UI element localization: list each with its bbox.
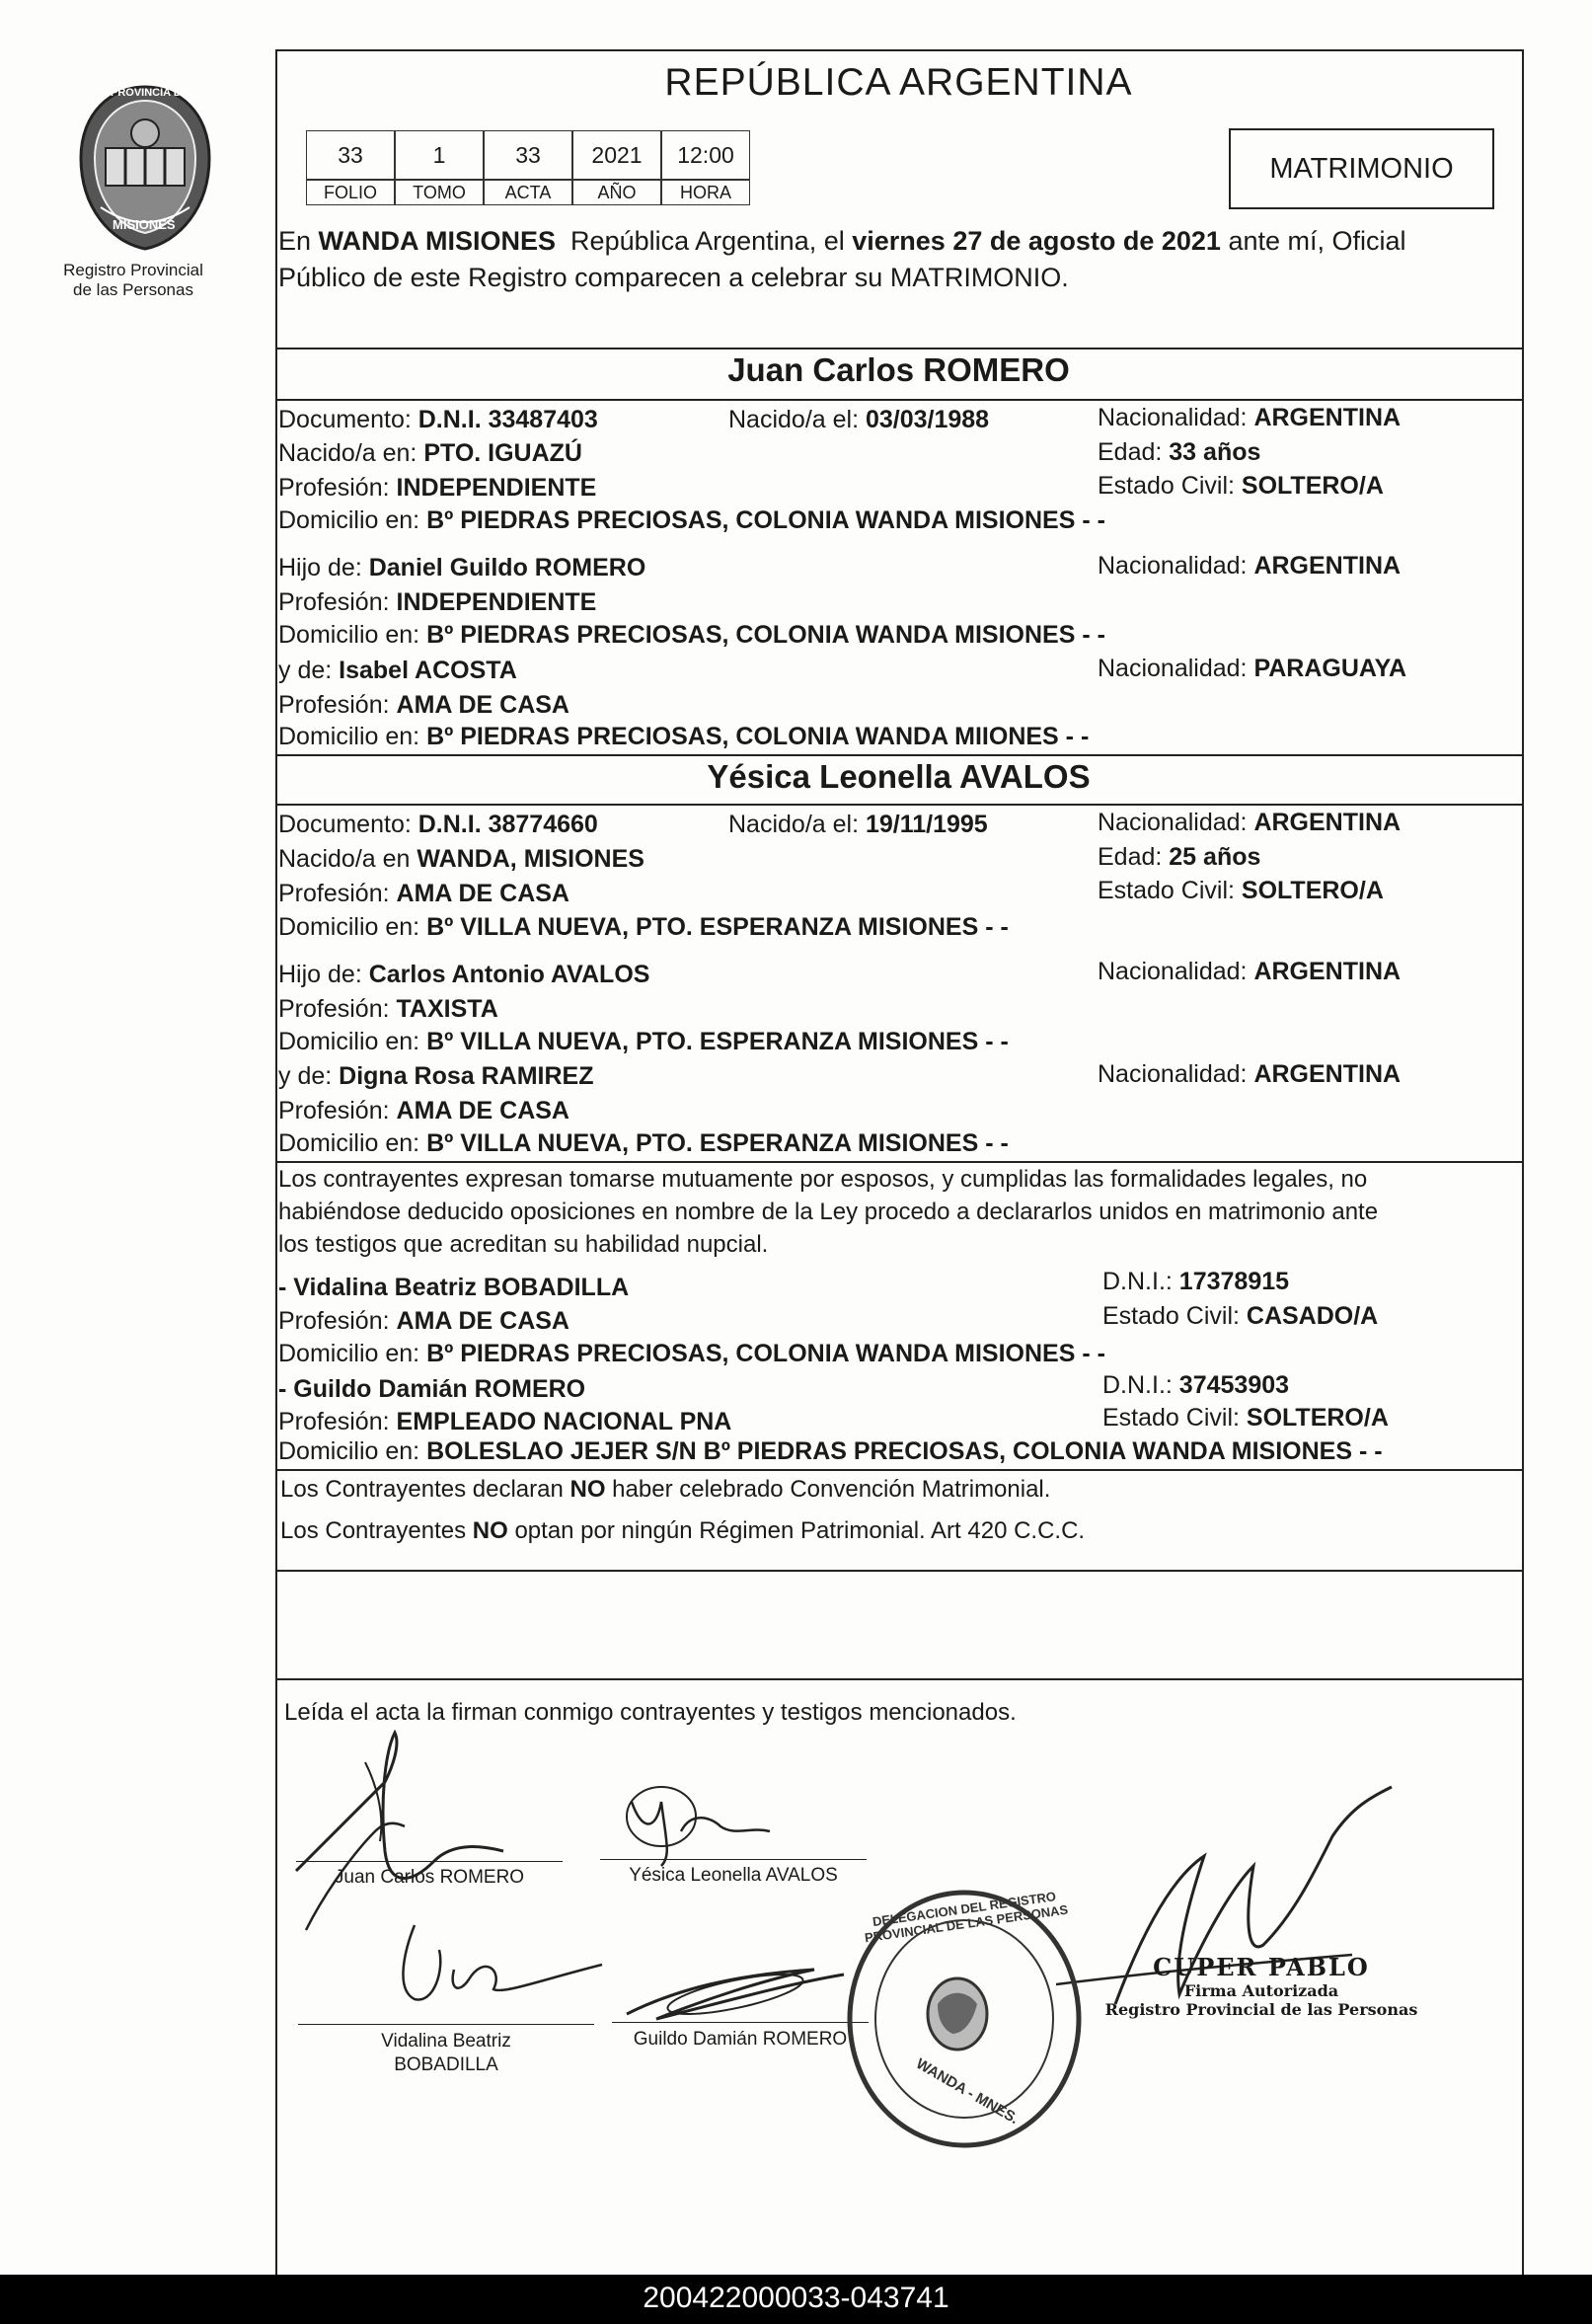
- witness-2-name: - Guildo Damián ROMERO: [278, 1375, 586, 1403]
- no-emphasis: NO: [472, 1517, 508, 1544]
- value: AMA DE CASA: [396, 1097, 569, 1124]
- label: Domicilio en:: [278, 1028, 427, 1055]
- groom-mother-profession: [278, 690, 569, 720]
- value: AMA DE CASA: [396, 880, 569, 907]
- signature-label-groom: Juan Carlos ROMERO: [334, 1867, 525, 1888]
- value: WANDA, MISIONES: [417, 845, 644, 873]
- value: ARGENTINA: [1253, 958, 1402, 985]
- groom-profession: [278, 473, 596, 503]
- value: ARGENTINA: [1253, 404, 1402, 431]
- value: SOLTERO/A: [1241, 472, 1384, 500]
- label: y de:: [278, 1062, 340, 1090]
- groom-civil-status: [1098, 471, 1384, 501]
- registry-label-line1: Registro Provincial: [63, 261, 203, 279]
- round-seal-ring-text: DELEGACION DEL REGISTRO PROVINCIAL DE LAS PERSONAS: [864, 1889, 1069, 1946]
- value: Digna Rosa RAMIREZ: [339, 1062, 594, 1090]
- value: ARGENTINA: [1253, 809, 1402, 836]
- witness-2-profession: [278, 1407, 731, 1436]
- official-registry: Registro Provincial de las Personas: [1104, 2000, 1418, 2019]
- value: ARGENTINA: [1253, 552, 1402, 580]
- bride-mother-nationality: [1098, 1059, 1401, 1089]
- groom-mother: [278, 656, 517, 685]
- year-label: AÑO: [572, 180, 661, 205]
- footer-code: 200422000033-043741: [643, 2282, 949, 2314]
- witness-1-profession: [278, 1306, 569, 1336]
- label: D.N.I.:: [1102, 1268, 1179, 1295]
- label: Nacionalidad:: [1098, 655, 1254, 682]
- label: Documento:: [278, 811, 418, 838]
- bride-mother-profession: [278, 1096, 569, 1125]
- seal-text-top: PROVINCIA DE: [111, 87, 190, 99]
- value: EMPLEADO NACIONAL PNA: [396, 1408, 732, 1435]
- bride-document: [278, 810, 598, 839]
- bride-nationality: [1098, 808, 1401, 837]
- label: Profesión:: [278, 588, 397, 616]
- label: D.N.I.:: [1102, 1371, 1179, 1399]
- value: Bº PIEDRAS PRECIOSAS, COLONIA WANDA MISIONES - -: [426, 1340, 1105, 1367]
- value: D.N.I. 38774660: [417, 811, 598, 838]
- value: Bº PIEDRAS PRECIOSAS, COLONIA WANDA MISIONES - -: [426, 506, 1105, 534]
- intro-text-3: ante mí, Oficial: [1220, 226, 1406, 256]
- bride-birth-place: [278, 844, 644, 874]
- value: Bº VILLA NUEVA, PTO. ESPERANZA MISIONES - -: [426, 1028, 1009, 1055]
- label: Nacido/a el:: [728, 811, 866, 838]
- witness-1-dni: [1102, 1267, 1289, 1296]
- intro-date: viernes 27 de agosto de 2021: [852, 226, 1221, 256]
- declaration-line-3: los testigos que acreditan su habilidad nupcial.: [278, 1231, 769, 1258]
- label: Nacionalidad:: [1098, 552, 1254, 580]
- groom-name: Juan Carlos ROMERO: [727, 351, 1070, 388]
- label: Domicilio en:: [278, 723, 427, 750]
- value: Bº PIEDRAS PRECIOSAS, COLONIA WANDA MISIONES - -: [426, 621, 1105, 649]
- label: Domicilio en:: [278, 506, 427, 534]
- label: Estado Civil:: [1102, 1302, 1247, 1330]
- acta-value: 33: [484, 130, 572, 180]
- label: Profesión:: [278, 1408, 397, 1435]
- divider: [275, 1678, 1522, 1680]
- declaration-line-2: habiéndose deducido oposiciones en nombre de la Ley procedo a declararlos unidos en matrimonio ante: [278, 1199, 1379, 1225]
- declaration-line-1: Los contrayentes expresan tomarse mutuamente por esposos, y cumplidas las formalidades legales, no: [278, 1166, 1368, 1193]
- value: PARAGUAYA: [1253, 655, 1407, 682]
- value: INDEPENDIENTE: [396, 474, 597, 502]
- groom-birth-date: [728, 405, 989, 434]
- bride-age: [1098, 842, 1260, 872]
- bride-birth-date: [728, 810, 988, 839]
- groom-mother-nationality: [1098, 654, 1406, 683]
- label: Domicilio en:: [278, 1437, 427, 1465]
- intro-line-1: [278, 226, 1406, 256]
- signature-label-bride: Yésica Leonella AVALOS: [629, 1865, 838, 1886]
- country-title: REPÚBLICA ARGENTINA: [664, 61, 1133, 104]
- registry-label: [20, 261, 247, 300]
- label: Hijo de:: [278, 554, 369, 581]
- intro-text-2: República Argentina, el: [556, 226, 853, 256]
- label: Profesión:: [278, 1097, 397, 1124]
- bride-name: Yésica Leonella AVALOS: [707, 758, 1091, 795]
- acta-label: ACTA: [484, 180, 572, 205]
- signature-witness-2: [617, 1960, 864, 2029]
- value: 19/11/1995: [865, 811, 988, 838]
- witness-2-civil-status: [1102, 1403, 1389, 1433]
- signature-bride: [612, 1772, 809, 1871]
- act-type-box: MATRIMONIO: [1229, 128, 1494, 209]
- value: SOLTERO/A: [1241, 877, 1384, 904]
- groom-birth-place: [278, 438, 582, 468]
- value: Daniel Guildo ROMERO: [368, 554, 646, 581]
- value: SOLTERO/A: [1246, 1404, 1389, 1432]
- text: Los Contrayentes: [280, 1517, 473, 1544]
- value: ARGENTINA: [1253, 1060, 1402, 1088]
- groom-document: [278, 405, 598, 434]
- divider: [275, 399, 1522, 401]
- label: Edad:: [1098, 843, 1170, 871]
- bride-father-domicile: [278, 1027, 1009, 1056]
- signature-label-witness-1-b: BOBADILLA: [394, 2054, 498, 2075]
- divider: [275, 348, 1522, 349]
- bride-father: [278, 960, 649, 989]
- value: AMA DE CASA: [396, 1307, 569, 1335]
- value: INDEPENDIENTE: [396, 588, 597, 616]
- signature-witness-1: [345, 1910, 622, 2019]
- label: Domicilio en:: [278, 1129, 427, 1157]
- groom-age: [1098, 437, 1260, 467]
- closing-text: Leída el acta la firman conmigo contrayentes y testigos mencionados.: [284, 1699, 1017, 1726]
- witness-1-domicile: [278, 1339, 1105, 1368]
- intro-text-1: En: [278, 226, 319, 256]
- hour-label: HORA: [661, 180, 750, 205]
- value: 17378915: [1178, 1268, 1290, 1295]
- label: Estado Civil:: [1098, 877, 1242, 904]
- label: Domicilio en:: [278, 621, 427, 649]
- bride-father-nationality: [1098, 957, 1401, 986]
- convention-line-2: [280, 1516, 1085, 1546]
- signature-label-witness-2: Guildo Damián ROMERO: [633, 2029, 848, 2050]
- text: optan por ningún Régimen Patrimonial. Art 420 C.C.C.: [507, 1517, 1086, 1544]
- label: Domicilio en:: [278, 1340, 427, 1367]
- seal-text-bottom: MISIONES: [113, 217, 176, 232]
- groom-nationality: [1098, 403, 1401, 432]
- groom-father: [278, 553, 645, 582]
- divider: [275, 754, 1522, 756]
- label: Estado Civil:: [1102, 1404, 1247, 1432]
- label: Profesión:: [278, 1307, 397, 1335]
- witness-2-dni: [1102, 1370, 1289, 1400]
- convention-line-1: [280, 1475, 1050, 1505]
- official-stamp: [1099, 1953, 1424, 2019]
- bride-father-profession: [278, 994, 498, 1024]
- value: AMA DE CASA: [396, 691, 569, 719]
- label: Nacido/a en:: [278, 439, 424, 467]
- bride-domicile: [278, 912, 1009, 942]
- divider: [275, 1570, 1522, 1572]
- groom-father-profession: [278, 587, 596, 617]
- bride-civil-status: [1098, 876, 1384, 905]
- intro-line-2: Público de este Registro comparecen a celebrar su MATRIMONIO.: [278, 263, 1069, 292]
- bride-mother: [278, 1061, 594, 1091]
- label: Nacionalidad:: [1098, 809, 1254, 836]
- value: PTO. IGUAZÚ: [423, 439, 582, 467]
- record-table: [306, 130, 770, 209]
- label: Profesión:: [278, 995, 397, 1023]
- label: Profesión:: [278, 691, 397, 719]
- official-name: CUPER PABLO: [1153, 1953, 1370, 1981]
- round-seal-center-text: WANDA - MNES.: [913, 2054, 1022, 2129]
- label: Nacionalidad:: [1098, 958, 1254, 985]
- value: Carlos Antonio AVALOS: [368, 961, 650, 988]
- label: Estado Civil:: [1098, 472, 1242, 500]
- no-emphasis: NO: [569, 1476, 606, 1503]
- label: y de:: [278, 657, 340, 684]
- value: Bº PIEDRAS PRECIOSAS, COLONIA WANDA MIIONES - -: [426, 723, 1090, 750]
- value: 33 años: [1169, 438, 1261, 466]
- tomo-value: 1: [395, 130, 484, 180]
- label: Domicilio en:: [278, 913, 427, 941]
- bride-profession: [278, 879, 569, 908]
- value: CASADO/A: [1246, 1302, 1379, 1330]
- groom-father-nationality: [1098, 551, 1401, 581]
- label: Edad:: [1098, 438, 1170, 466]
- year-value: 2021: [572, 130, 661, 180]
- label: Nacido/a en: [278, 845, 417, 873]
- label: Profesión:: [278, 880, 397, 907]
- official-title: Firma Autorizada: [1183, 1981, 1339, 2000]
- signature-label-witness-1-a: Vidalina Beatriz: [381, 2031, 511, 2052]
- folio-value: 33: [306, 130, 395, 180]
- signature-line-witness-1: [298, 2024, 594, 2025]
- divider: [275, 1469, 1522, 1471]
- value: 03/03/1988: [865, 406, 990, 433]
- label: Nacionalidad:: [1098, 1060, 1254, 1088]
- divider: [275, 804, 1522, 806]
- value: BOLESLAO JEJER S/N Bº PIEDRAS PRECIOSAS, COLONIA WANDA MISIONES - -: [426, 1437, 1383, 1465]
- value: TAXISTA: [396, 995, 498, 1023]
- label: Nacionalidad:: [1098, 404, 1254, 431]
- witness-2-domicile: [278, 1436, 1383, 1466]
- witness-1-civil-status: [1102, 1301, 1378, 1331]
- divider: [275, 1161, 1522, 1163]
- bride-mother-domicile: [278, 1128, 1009, 1158]
- value: D.N.I. 33487403: [417, 406, 598, 433]
- witness-1-name: - Vidalina Beatriz BOBADILLA: [278, 1274, 630, 1301]
- label: Nacido/a el:: [728, 406, 866, 433]
- groom-mother-domicile: [278, 722, 1089, 751]
- province-seal-logo: [71, 79, 219, 257]
- intro-place: WANDA MISIONES: [318, 226, 557, 256]
- label: Hijo de:: [278, 961, 369, 988]
- groom-domicile: [278, 505, 1105, 535]
- text: Los Contrayentes declaran: [280, 1476, 570, 1503]
- label: Profesión:: [278, 474, 397, 502]
- value: Bº VILLA NUEVA, PTO. ESPERANZA MISIONES - -: [426, 1129, 1009, 1157]
- text: haber celebrado Convención Matrimonial.: [605, 1476, 1051, 1503]
- groom-father-domicile: [278, 620, 1105, 650]
- folio-label: FOLIO: [306, 180, 395, 205]
- value: Bº VILLA NUEVA, PTO. ESPERANZA MISIONES - -: [426, 913, 1009, 941]
- registry-round-seal: [844, 1886, 1086, 2152]
- tomo-label: TOMO: [395, 180, 484, 205]
- value: Isabel ACOSTA: [339, 657, 517, 684]
- value: 37453903: [1178, 1371, 1290, 1399]
- label: Documento:: [278, 406, 418, 433]
- hour-value: 12:00: [661, 130, 750, 180]
- value: 25 años: [1169, 843, 1261, 871]
- registry-label-line2: de las Personas: [73, 280, 193, 299]
